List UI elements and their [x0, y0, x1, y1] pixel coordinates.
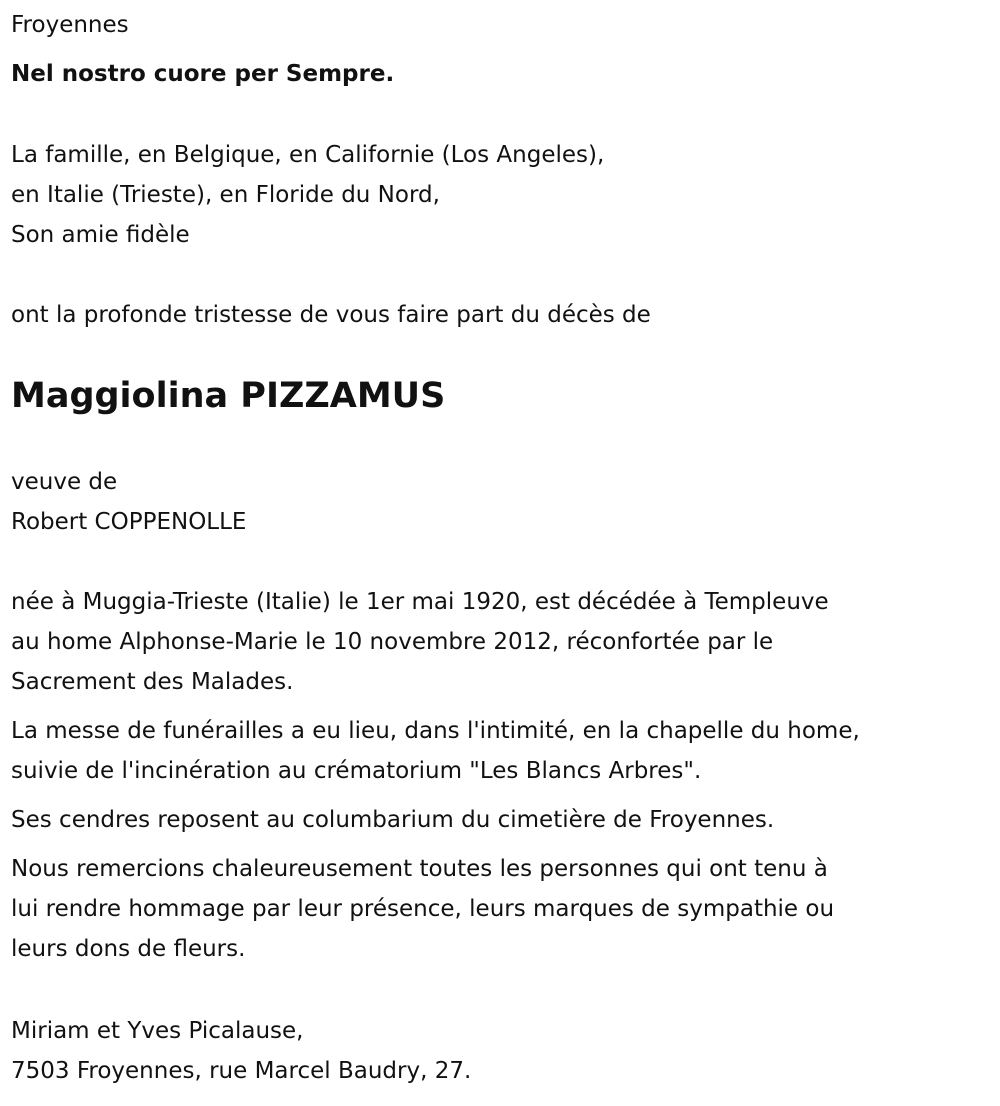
- paragraph-line: au home Alphonse-Marie le 10 novembre 2012, réconfortée par le: [11, 629, 774, 655]
- body-block: [11, 582, 860, 969]
- paragraph-line: suivie de l'incinération au crématorium "Les Blancs Arbres".: [11, 758, 702, 784]
- paragraph-line: leurs dons de fleurs.: [11, 936, 246, 962]
- signature-block: [11, 1011, 471, 1091]
- spouse-name: Robert COPPENOLLE: [11, 509, 247, 535]
- header-block: [11, 5, 394, 94]
- announcement-block: [11, 295, 651, 335]
- paragraph-line: La messe de funérailles a eu lieu, dans l'intimité, en la chapelle du home,: [11, 718, 860, 744]
- paragraph-thanks: [11, 849, 860, 969]
- paragraph-funeral: [11, 711, 860, 791]
- paragraph-line: Sacrement des Malades.: [11, 669, 294, 695]
- family-line-2: en Italie (Trieste), en Floride du Nord,: [11, 182, 440, 208]
- signature-address: 7503 Froyennes, rue Marcel Baudry, 27.: [11, 1058, 472, 1084]
- paragraph-line: lui rendre hommage par leur présence, leurs marques de sympathie ou: [11, 896, 835, 922]
- motto-line: Nel nostro cuore per Sempre.: [11, 61, 395, 87]
- paragraph-line: Ses cendres reposent au columbarium du cimetière de Froyennes.: [11, 807, 775, 833]
- widow-of-label: veuve de: [11, 469, 118, 495]
- family-block: [11, 135, 604, 255]
- family-line-3: Son amie fidèle: [11, 222, 190, 248]
- signature-names: Miriam et Yves Picalause,: [11, 1018, 304, 1044]
- paragraph-line: Nous remercions chaleureusement toutes les personnes qui ont tenu à: [11, 856, 828, 882]
- paragraph-birth-death: [11, 582, 860, 702]
- paragraph-line: née à Muggia-Trieste (Italie) le 1er mai 1920, est décédée à Templeuve: [11, 589, 829, 615]
- deceased-name-block: [11, 376, 445, 416]
- announcement-line: ont la profonde tristesse de vous faire part du décès de: [11, 302, 651, 328]
- family-line-1: La famille, en Belgique, en Californie (Los Angeles),: [11, 142, 605, 168]
- location-line: Froyennes: [11, 12, 129, 38]
- paragraph-ashes: [11, 800, 860, 840]
- spouse-block: [11, 462, 246, 542]
- deceased-name: Maggiolina PIZZAMUS: [11, 376, 446, 416]
